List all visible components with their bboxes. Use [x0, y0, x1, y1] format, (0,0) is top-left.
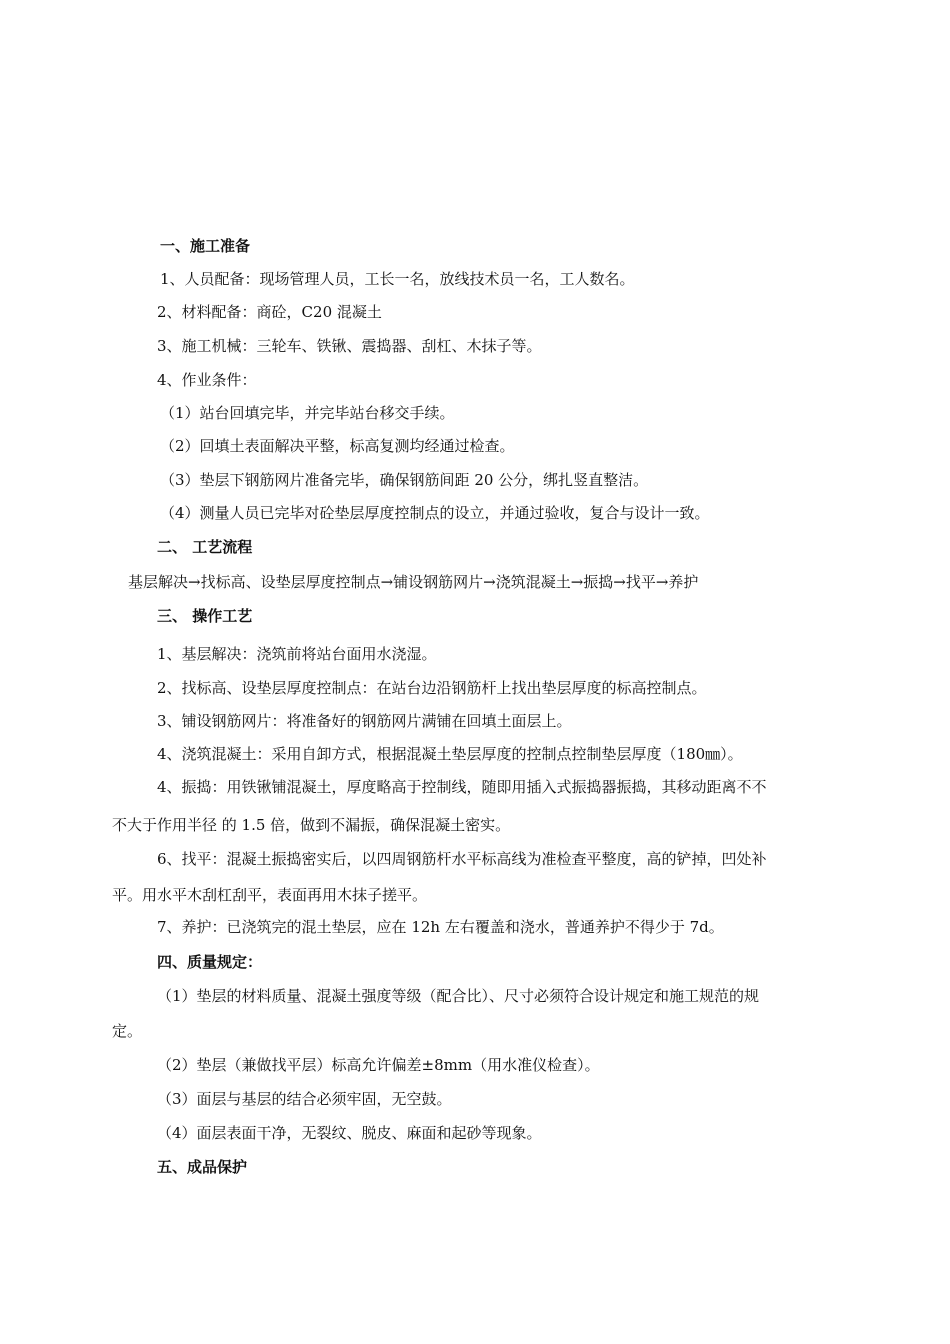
- operation-step-6-line2: 平。用水平木刮杠刮平，表面再用木抹子搓平。: [112, 886, 428, 904]
- quality-item-1-line1: （1）垫层的材料质量、混凝土强度等级（配合比）、尺寸必须符合设计规定和施工规范的规: [157, 987, 760, 1005]
- section-heading-process-flow: 二、 工艺流程: [157, 538, 253, 556]
- section-heading-protection: 五、成品保护: [157, 1158, 248, 1176]
- operation-step-7: 7、养护：已浇筑完的混土垫层，应在 12h 左右覆盖和浇水，普通养护不得少于 7d。: [157, 918, 724, 936]
- operation-step-6-line1: 6、找平：混凝土振捣密实后，以四周钢筋杆水平标高线为准检查平整度，高的铲掉，凹处补: [157, 850, 767, 868]
- process-flow-text: 基层解决→找标高、设垫层厚度控制点→铺设钢筋网片→浇筑混凝土→振捣→找平→养护: [128, 573, 699, 591]
- paragraph-staffing: 1、人员配备：现场管理人员，工长一名，放线技术员一名，工人数名。: [160, 270, 635, 288]
- operation-step-1: 1、基层解决：浇筑前将站台面用水浇湿。: [157, 645, 437, 663]
- quality-item-1-line2: 定。: [112, 1022, 143, 1040]
- condition-item-1: （1）站台回填完毕，并完毕站台移交手续。: [160, 404, 455, 422]
- paragraph-machinery: 3、施工机械：三轮车、铁锹、震捣器、刮杠、木抹子等。: [157, 337, 542, 355]
- operation-step-vibrate-line1: 4、振捣：用铁锹铺混凝土，厚度略高于控制线，随即用插入式振捣器振捣，其移动距离不不: [157, 778, 767, 796]
- condition-item-3: （3）垫层下钢筋网片准备完毕，确保钢筋间距 20 公分，绑扎竖直整洁。: [160, 471, 649, 489]
- section-heading-preparation: 一、施工准备: [160, 237, 251, 255]
- operation-step-3: 3、铺设钢筋网片：将准备好的钢筋网片满铺在回填土面层上。: [157, 712, 572, 730]
- operation-step-4: 4、浇筑混凝土：采用自卸方式，根据混凝土垫层厚度的控制点控制垫层厚度（180㎜）。: [157, 745, 743, 763]
- paragraph-work-conditions: 4、作业条件：: [157, 371, 257, 389]
- operation-step-2: 2、找标高、设垫层厚度控制点：在站台边沿钢筋杆上找出垫层厚度的标高控制点。: [157, 679, 707, 697]
- section-heading-operation: 三、 操作工艺: [157, 607, 253, 625]
- paragraph-materials: 2、材料配备：商砼，C20 混凝土: [157, 303, 382, 321]
- section-heading-quality: 四、质量规定：: [157, 953, 263, 971]
- condition-item-4: （4）测量人员已完毕对砼垫层厚度控制点的设立，并通过验收，复合与设计一致。: [160, 504, 710, 522]
- operation-step-vibrate-line2: 不大于作用半径 的 1.5 倍，做到不漏振，确保混凝土密实。: [112, 816, 511, 834]
- quality-item-2: （2）垫层（兼做找平层）标高允许偏差±8mm（用水准仪检查）。: [157, 1056, 600, 1074]
- quality-item-4: （4）面层表面干净，无裂纹、脱皮、麻面和起砂等现象。: [157, 1124, 542, 1142]
- quality-item-3: （3）面层与基层的结合必须牢固，无空鼓。: [157, 1090, 452, 1108]
- condition-item-2: （2）回填土表面解决平整，标高复测均经通过检查。: [160, 437, 515, 455]
